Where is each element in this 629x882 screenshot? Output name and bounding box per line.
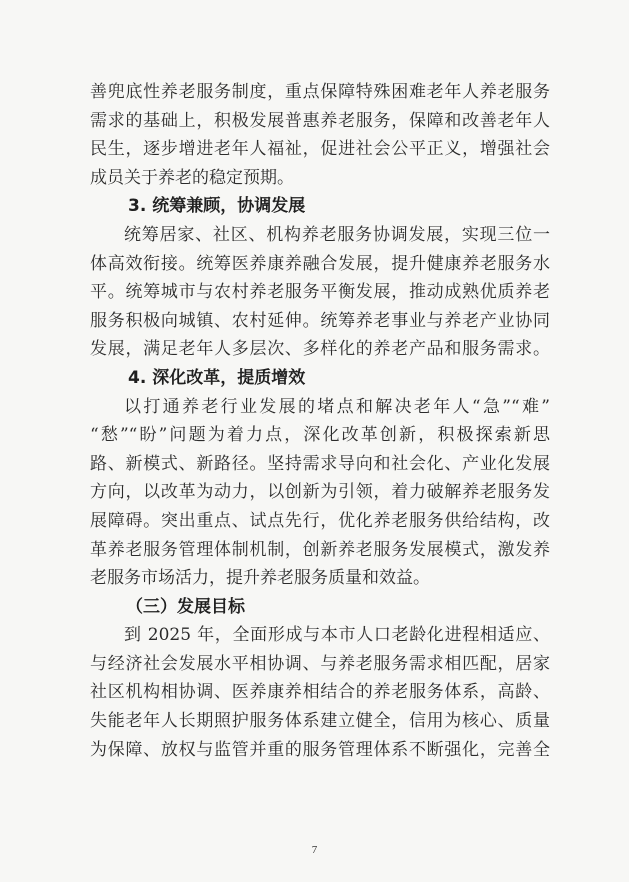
paragraph-line-8: 平。统筹城市与农村养老服务平衡发展，推动成熟优质养老 [90, 282, 550, 303]
page-number: 7 [311, 844, 318, 856]
paragraph-line-17: 革养老服务管理体制机制，创新养老服务发展模式，激发养 [90, 539, 550, 560]
paragraph-line-3: 民生，逐步增进老年人福祉，促进社会公平正义，增强社会 [90, 139, 550, 160]
paragraph-line-15: 方向，以改革为动力，以创新为引领，着力破解养老服务发 [90, 482, 550, 503]
paragraph-line-22: 社区机构相协调、医养康养相结合的养老服务体系，高龄、 [90, 682, 550, 703]
paragraph-line-24: 为保障、放权与监管并重的服务管理体系不断强化，完善全 [90, 739, 550, 760]
paragraph-line-21: 与经济社会发展水平相协调、与养老服务需求相匹配，居家 [90, 653, 550, 674]
paragraph-line-4: 成员关于养老的稳定预期。 [90, 167, 294, 188]
subheading-3: 3. 统筹兼顾，协调发展 [128, 196, 306, 217]
paragraph-line-23: 失能老年人长期照护服务体系建立健全，信用为核心、质量 [90, 711, 550, 732]
paragraph-line-16: 展障碍。突出重点、试点先行，优化养老服务供给结构，改 [90, 510, 550, 531]
paragraph-line-13: “愁”“盼”问题为着力点，深化改革创新，积极探索新思 [90, 425, 550, 446]
paragraph-line-1: 善兜底性养老服务制度，重点保障特殊困难老年人养老服务 [90, 82, 550, 102]
paragraph-line-2: 需求的基础上，积极发展普惠养老服务，保障和改善老年人 [90, 110, 550, 131]
subheading-4: 4. 深化改革，提质增效 [128, 367, 306, 388]
paragraph-line-18: 老服务市场活力，提升养老服务质量和效益。 [90, 568, 430, 589]
section-heading-development-goals: （三）发展目标 [126, 596, 245, 617]
paragraph-line-14: 路、新模式、新路径。坚持需求导向和社会化、产业化发展 [90, 453, 550, 474]
paragraph-line-20: 到 2025 年，全面形成与本市人口老龄化进程相适应、 [124, 625, 550, 646]
paragraph-line-9: 服务积极向城镇、农村延伸。统筹养老事业与养老产业协同 [90, 310, 550, 331]
body-text [90, 78, 550, 764]
paragraph-line-12: 以打通养老行业发展的堵点和解决老年人“急”“难” [124, 396, 550, 417]
paragraph-line-6: 统筹居家、社区、机构养老服务协调发展，实现三位一 [124, 224, 550, 245]
paragraph-line-10: 发展，满足老年人多层次、多样化的养老产品和服务需求。 [90, 339, 550, 360]
paragraph-line-7: 体高效衔接。统筹医养康养融合发展，提升健康养老服务水 [90, 253, 550, 274]
